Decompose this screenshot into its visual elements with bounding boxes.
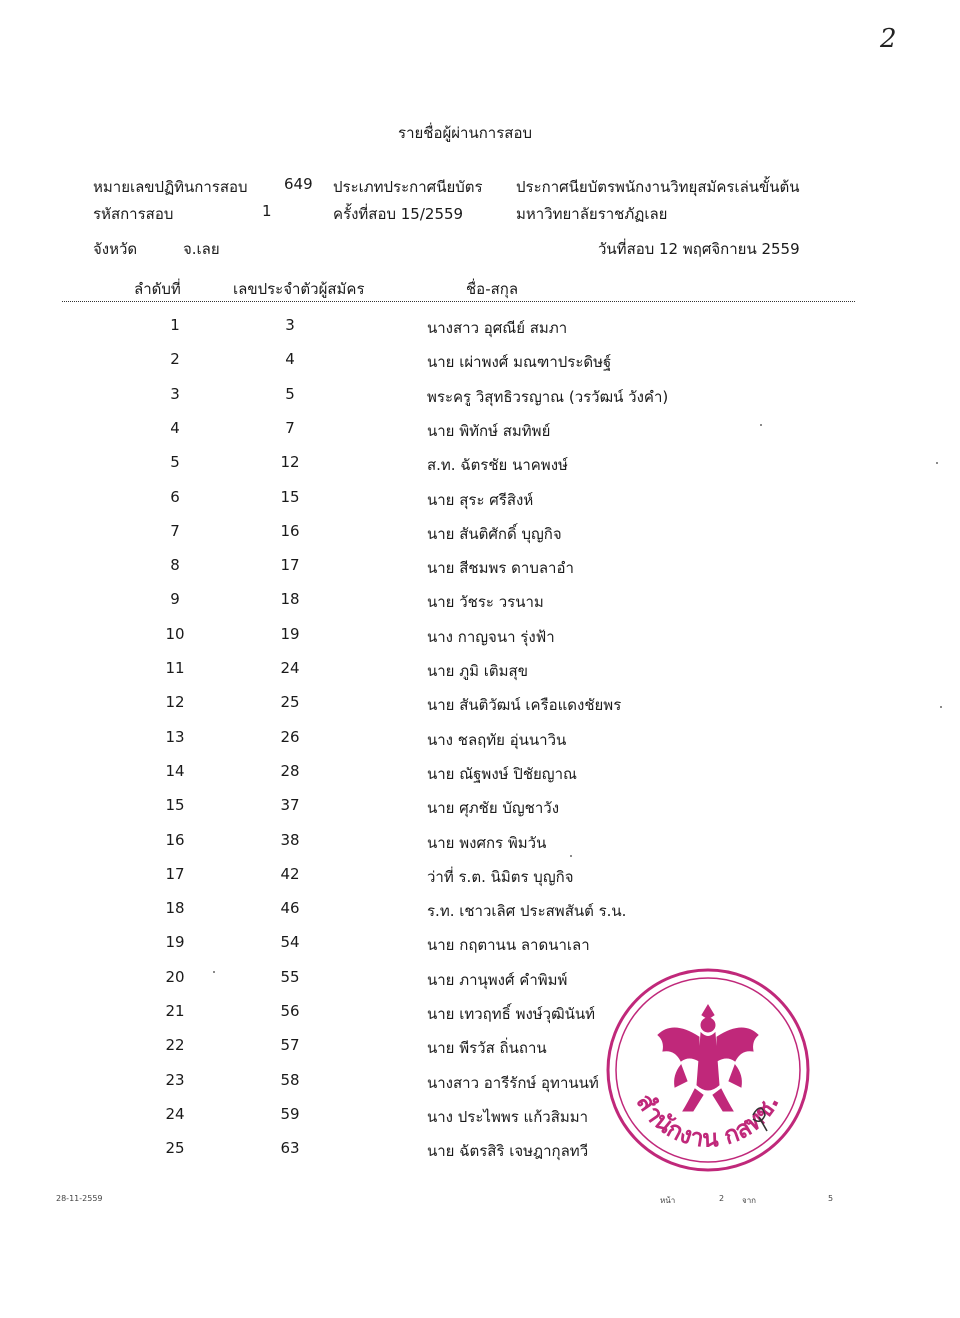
row-full-name: นางสาว อารีรักษ์ อุทานนท์ [427,1074,599,1092]
row-order-number: 14 [165,762,185,780]
document-title: รายชื่อผู้ผ่านการสอบ [398,124,532,142]
scan-speck [940,706,942,708]
row-applicant-id: 19 [280,625,300,643]
row-order-number: 8 [170,556,180,574]
row-full-name: นาย ภูมิ เติมสุข [427,662,528,680]
row-applicant-id: 46 [280,899,300,917]
row-order-number: 10 [165,625,185,643]
row-applicant-id: 18 [280,590,300,608]
row-full-name: นาย ณัฐพงษ์ ปิชัยญาณ [427,765,577,783]
row-full-name: นาย เทวฤทธิ์ พงษ์วุฒินันท์ [427,1005,596,1023]
row-applicant-id: 15 [280,488,300,506]
row-full-name: นาย พีรวัส ถิ่นถาน [427,1039,547,1057]
row-order-number: 5 [170,453,180,471]
province-value: จ.เลย [183,240,220,258]
column-header-full-name: ชื่อ-สกุล [466,280,519,298]
row-applicant-id: 54 [280,933,300,951]
row-order-number: 9 [170,590,180,608]
row-applicant-id: 5 [285,385,295,403]
official-stamp [603,965,813,1175]
table-row [0,556,960,580]
row-full-name: นาย สันติวัฒน์ เครือแดงชัยพร [427,696,622,714]
row-order-number: 11 [165,659,185,677]
stamp-label: สำนักงาน กสทช. [630,1088,785,1153]
row-applicant-id: 56 [280,1002,300,1020]
row-order-number: 24 [165,1105,185,1123]
row-full-name: นาง ชลฤทัย อุ่นนาวิน [427,731,567,749]
exam-venue: มหาวิทยาลัยราชภัฏเลย [516,205,668,223]
table-row [0,1139,960,1163]
handwritten-page-number: 2 [880,24,897,54]
row-order-number: 15 [165,796,185,814]
row-order-number: 20 [165,968,185,986]
exam-code-value: 1 [262,202,272,220]
exam-code-label: รหัสการสอบ [93,205,174,223]
row-order-number: 6 [170,488,180,506]
row-full-name: นาย ฉัตรสิริ เจษฎากุลทวี [427,1142,589,1160]
table-row [0,1071,960,1095]
row-applicant-id: 7 [285,419,295,437]
row-applicant-id: 58 [280,1071,300,1089]
table-row [0,350,960,374]
row-order-number: 1 [170,316,180,334]
row-full-name: นาย พิทักษ์ สมทิพย์ [427,422,551,440]
footer-page-number: 2 [719,1194,725,1203]
scan-speck [570,855,572,857]
row-full-name: ว่าที่ ร.ต. นิมิตร บุญกิจ [427,868,574,886]
table-row [0,453,960,477]
table-row [0,831,960,855]
table-row [0,316,960,340]
row-full-name: พระครู วิสุทธิวรญาณ (วรวัฒน์ วังคำ) [427,388,669,406]
row-applicant-id: 12 [280,453,300,471]
row-full-name: นาย วัชระ วรนาม [427,593,544,611]
row-applicant-id: 17 [280,556,300,574]
row-full-name: นาย พงศกร พิมวัน [427,834,547,852]
row-full-name: นาย สีชมพร ดาบลาอำ [427,559,574,577]
cert-type-value: ประกาศนียบัตรพนักงานวิทยุสมัครเล่นขั้นต้น [516,178,800,196]
row-order-number: 17 [165,865,185,883]
column-header-applicant-id: เลขประจำตัวผู้สมัคร [233,280,365,298]
row-order-number: 13 [165,728,185,746]
exam-calendar-value: 649 [284,175,313,193]
row-applicant-id: 3 [285,316,295,334]
row-order-number: 2 [170,350,180,368]
table-row [0,933,960,957]
row-order-number: 3 [170,385,180,403]
province-label: จังหวัด [93,240,138,258]
table-row [0,419,960,443]
row-full-name: นาย ภานุพงศ์ คำพิมพ์ [427,971,568,989]
row-applicant-id: 24 [280,659,300,677]
row-full-name: นาย เผ่าพงศ์ มณฑาประดิษฐ์ [427,353,612,371]
row-full-name: ร.ท. เชาวเลิศ ประสพสันต์ ร.น. [427,902,627,920]
row-full-name: นาย ศุภชัย บัญชาวัง [427,799,560,817]
garuda-emblem-icon [658,1005,758,1111]
exam-calendar-label: หมายเลขปฏิทินการสอบ [93,178,248,196]
table-row [0,1105,960,1129]
row-applicant-id: 26 [280,728,300,746]
row-applicant-id: 57 [280,1036,300,1054]
table-row [0,865,960,889]
scan-speck [213,971,215,973]
row-applicant-id: 25 [280,693,300,711]
row-order-number: 25 [165,1139,185,1157]
table-row [0,625,960,649]
row-order-number: 7 [170,522,180,540]
row-applicant-id: 28 [280,762,300,780]
row-full-name: นาง ประไพพร แก้วสิมมา [427,1108,589,1126]
row-order-number: 19 [165,933,185,951]
row-applicant-id: 38 [280,831,300,849]
row-applicant-id: 63 [280,1139,300,1157]
row-order-number: 12 [165,693,185,711]
footer-total-pages: 5 [828,1194,834,1203]
table-row [0,659,960,683]
row-applicant-id: 4 [285,350,295,368]
header-divider [62,301,855,302]
table-row [0,693,960,717]
table-row [0,1036,960,1060]
table-row [0,968,960,992]
table-row [0,1002,960,1026]
row-full-name: นาง กาญจนา รุ่งฟ้า [427,628,555,646]
row-full-name: นาย กฤตานน ลาดนาเลา [427,936,590,954]
footer-page-label: หน้า [660,1196,676,1205]
table-row [0,385,960,409]
table-row [0,899,960,923]
exam-session: ครั้งที่สอบ 15/2559 [333,205,464,223]
row-full-name: นางสาว อุศณีย์ สมภา [427,319,568,337]
row-applicant-id: 37 [280,796,300,814]
row-order-number: 16 [165,831,185,849]
row-order-number: 21 [165,1002,185,1020]
row-full-name: นาย สุระ ศรีสิงห์ [427,491,534,509]
row-full-name: ส.ท. ฉัตรชัย นาคพงษ์ [427,456,568,474]
row-full-name: นาย สันติศักดิ์ บุญกิจ [427,525,562,543]
table-row [0,488,960,512]
footer-of-label: จาก [742,1196,757,1205]
row-applicant-id: 55 [280,968,300,986]
table-row [0,590,960,614]
table-row [0,762,960,786]
table-row [0,796,960,820]
scan-speck [936,462,938,464]
scan-speck [760,424,762,426]
table-row [0,522,960,546]
row-applicant-id: 16 [280,522,300,540]
column-header-order: ลำดับที่ [134,280,181,298]
row-applicant-id: 42 [280,865,300,883]
row-order-number: 18 [165,899,185,917]
table-row [0,728,960,752]
cert-type-label: ประเภทประกาศนียบัตร [333,178,483,196]
row-order-number: 23 [165,1071,185,1089]
row-order-number: 4 [170,419,180,437]
row-applicant-id: 59 [280,1105,300,1123]
exam-date: วันที่สอบ 12 พฤศจิกายน 2559 [598,240,800,258]
row-order-number: 22 [165,1036,185,1054]
footer-print-date: 28-11-2559 [56,1194,103,1203]
